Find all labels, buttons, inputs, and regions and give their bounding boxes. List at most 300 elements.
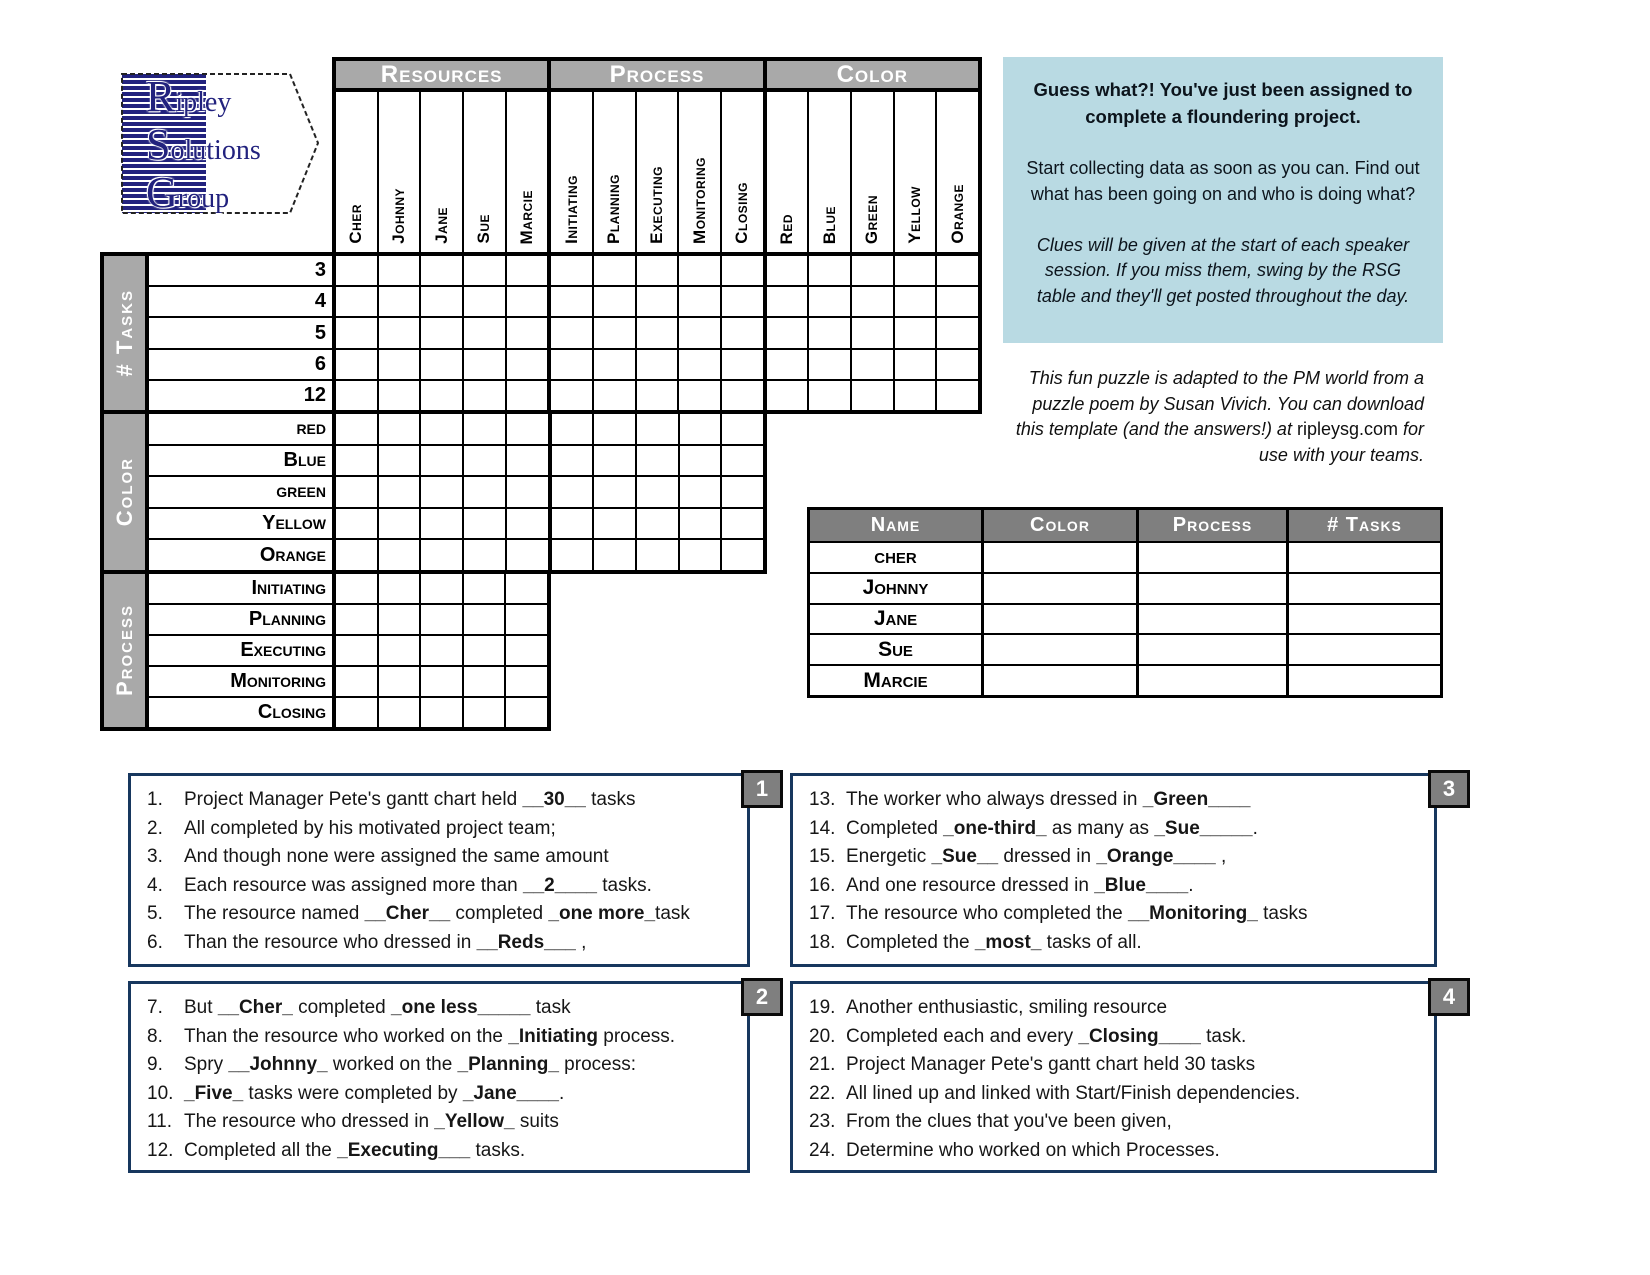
puzzle-cell[interactable] bbox=[505, 446, 548, 476]
puzzle-cell[interactable] bbox=[504, 698, 547, 727]
puzzle-cell[interactable] bbox=[377, 414, 420, 444]
grid-cell-row bbox=[336, 316, 978, 347]
clue-line bbox=[147, 1108, 735, 1137]
puzzle-cell[interactable] bbox=[893, 381, 936, 410]
grid-cells bbox=[336, 414, 763, 570]
clue-text: Another enthusiastic, smiling resource bbox=[846, 997, 1168, 1018]
puzzle-cell[interactable] bbox=[462, 698, 505, 727]
puzzle-cell[interactable] bbox=[419, 509, 462, 539]
puzzle-cell[interactable] bbox=[720, 256, 763, 285]
puzzle-cell[interactable] bbox=[462, 318, 505, 347]
answer-cell[interactable] bbox=[981, 543, 1136, 572]
clue-box-4 bbox=[790, 981, 1456, 1173]
column-label-group bbox=[763, 92, 978, 252]
puzzle-cell[interactable] bbox=[336, 698, 377, 727]
grid-cell-group bbox=[763, 350, 978, 379]
puzzle-cell[interactable] bbox=[505, 256, 548, 285]
clue-number: 5. bbox=[147, 903, 163, 925]
grid-cell-group bbox=[336, 287, 547, 316]
grid-cell-row bbox=[336, 414, 763, 444]
puzzle-cell[interactable] bbox=[462, 667, 505, 696]
puzzle-cell[interactable] bbox=[336, 636, 377, 665]
grid-cell-row bbox=[336, 507, 763, 539]
puzzle-cell[interactable] bbox=[336, 667, 377, 696]
puzzle-cell[interactable] bbox=[720, 414, 763, 444]
puzzle-cell[interactable] bbox=[551, 350, 592, 379]
column-label: Marcie bbox=[517, 189, 537, 244]
clue-line bbox=[147, 1051, 735, 1080]
grid-cell-group bbox=[548, 509, 764, 539]
column-label: Red bbox=[776, 213, 796, 244]
puzzle-cell[interactable] bbox=[850, 287, 893, 316]
puzzle-cell[interactable] bbox=[678, 414, 721, 444]
grid-cell-row bbox=[336, 285, 978, 316]
answer-name-cell: Marcie bbox=[863, 668, 928, 692]
column-label: Planning bbox=[604, 173, 624, 244]
logo-rest: roup bbox=[177, 183, 230, 214]
grid-cell-group bbox=[763, 381, 978, 410]
puzzle-cell[interactable] bbox=[935, 318, 978, 347]
column-label-cell bbox=[767, 92, 808, 252]
answer-cell[interactable] bbox=[1136, 543, 1286, 572]
row-group-label: Process bbox=[111, 604, 137, 697]
logo-line bbox=[146, 168, 261, 220]
clue-text: Project Manager Pete's gantt chart held 30 tasks bbox=[846, 1054, 1256, 1076]
puzzle-cell[interactable] bbox=[505, 414, 548, 444]
column-label-cell bbox=[807, 92, 850, 252]
puzzle-cell[interactable] bbox=[505, 381, 548, 410]
puzzle-cell[interactable] bbox=[505, 540, 548, 570]
answer-cell[interactable] bbox=[1136, 666, 1286, 695]
puzzle-cell[interactable] bbox=[850, 350, 893, 379]
puzzle-cell[interactable] bbox=[336, 540, 377, 570]
credit-site-link[interactable]: ripleysg.com bbox=[1296, 419, 1398, 440]
grid-cell-group bbox=[547, 381, 762, 410]
column-label: Yellow bbox=[905, 186, 924, 244]
callout-note: Clues will be given at the start of each speaker session. If you miss them, swing by the RSG table and they'll get posted throughout the day. bbox=[1036, 234, 1410, 306]
puzzle-cell[interactable] bbox=[635, 446, 678, 476]
puzzle-cell[interactable] bbox=[505, 318, 548, 347]
answer-cell[interactable] bbox=[1286, 574, 1440, 603]
puzzle-cell[interactable] bbox=[462, 414, 505, 444]
puzzle-cell[interactable] bbox=[505, 350, 548, 379]
answer-table-row bbox=[810, 664, 1440, 695]
grid-cell-row bbox=[336, 634, 547, 665]
grid-cell-group bbox=[548, 477, 764, 507]
puzzle-cell[interactable] bbox=[419, 256, 462, 285]
puzzle-cell[interactable] bbox=[807, 350, 850, 379]
clue-line bbox=[809, 994, 1422, 1023]
puzzle-cell[interactable] bbox=[893, 256, 936, 285]
logo-text bbox=[146, 72, 261, 220]
logo-rest: ipley bbox=[175, 87, 232, 118]
grid-cell-group bbox=[336, 350, 547, 379]
puzzle-cell[interactable] bbox=[336, 509, 377, 539]
column-label-cell bbox=[336, 92, 377, 252]
puzzle-cell[interactable] bbox=[592, 381, 635, 410]
puzzle-cell[interactable] bbox=[592, 477, 635, 507]
puzzle-cell[interactable] bbox=[551, 381, 592, 410]
puzzle-cell[interactable] bbox=[419, 477, 462, 507]
column-label-cell bbox=[377, 92, 420, 252]
row-label: Monitoring bbox=[149, 665, 332, 696]
row-group-sidebar bbox=[104, 256, 149, 410]
clue-text: Completed each and every _Closing____ task. bbox=[846, 1025, 1247, 1047]
puzzle-cell[interactable] bbox=[462, 574, 505, 603]
grid-cells bbox=[336, 574, 547, 727]
puzzle-cell[interactable] bbox=[767, 350, 808, 379]
row-label: 12 bbox=[149, 379, 332, 410]
puzzle-cell[interactable] bbox=[505, 287, 548, 316]
answer-cell[interactable] bbox=[981, 574, 1136, 603]
puzzle-cell[interactable] bbox=[336, 256, 377, 285]
puzzle-cell[interactable] bbox=[462, 509, 505, 539]
puzzle-cell[interactable] bbox=[419, 636, 462, 665]
column-label-cell bbox=[592, 92, 635, 252]
puzzle-cell[interactable] bbox=[336, 446, 377, 476]
puzzle-cell[interactable] bbox=[551, 318, 592, 347]
column-label-cell bbox=[505, 92, 548, 252]
answer-cell[interactable] bbox=[1136, 605, 1286, 634]
puzzle-cell[interactable] bbox=[635, 540, 678, 570]
puzzle-cell[interactable] bbox=[552, 540, 593, 570]
puzzle-cell[interactable] bbox=[635, 381, 678, 410]
clue-line bbox=[809, 1137, 1422, 1166]
puzzle-cell[interactable] bbox=[720, 446, 763, 476]
answer-cell[interactable] bbox=[1286, 635, 1440, 664]
puzzle-cell[interactable] bbox=[635, 414, 678, 444]
column-label-cell bbox=[419, 92, 462, 252]
clue-text: _Five_ tasks were completed by _Jane____. bbox=[184, 1082, 565, 1104]
answer-cell[interactable] bbox=[1136, 574, 1286, 603]
column-label: Monitoring bbox=[689, 157, 709, 244]
puzzle-cell[interactable] bbox=[677, 381, 720, 410]
company-logo bbox=[120, 72, 320, 215]
puzzle-cell[interactable] bbox=[336, 477, 377, 507]
column-label: Sue bbox=[474, 214, 494, 244]
puzzle-cell[interactable] bbox=[592, 446, 635, 476]
puzzle-cell[interactable] bbox=[552, 477, 593, 507]
puzzle-cell[interactable] bbox=[551, 256, 592, 285]
grid-cell-row bbox=[336, 665, 547, 696]
column-label: Blue bbox=[819, 205, 839, 244]
grid-cell-group bbox=[336, 605, 547, 634]
grid-cell-group bbox=[336, 509, 548, 539]
clue-line bbox=[809, 929, 1422, 958]
puzzle-cell[interactable] bbox=[505, 477, 548, 507]
clue-box-1 bbox=[128, 773, 769, 967]
column-label: Orange bbox=[947, 184, 967, 244]
puzzle-cell[interactable] bbox=[635, 287, 678, 316]
puzzle-cell[interactable] bbox=[678, 509, 721, 539]
puzzle-cell[interactable] bbox=[377, 540, 420, 570]
grid-cell-group bbox=[336, 446, 548, 476]
puzzle-cell[interactable] bbox=[504, 605, 547, 634]
puzzle-cell[interactable] bbox=[462, 605, 505, 634]
puzzle-cell[interactable] bbox=[377, 698, 420, 727]
puzzle-cell[interactable] bbox=[677, 318, 720, 347]
row-label: Planning bbox=[149, 603, 332, 634]
grid-cell-row bbox=[336, 256, 978, 285]
puzzle-cell[interactable] bbox=[377, 256, 420, 285]
answer-cell[interactable] bbox=[981, 666, 1136, 695]
credit-tail: for use with your teams. bbox=[1258, 419, 1424, 465]
answer-cell[interactable] bbox=[981, 635, 1136, 664]
puzzle-cell[interactable] bbox=[419, 605, 462, 634]
puzzle-cell[interactable] bbox=[377, 287, 420, 316]
clue-line bbox=[147, 994, 735, 1023]
grid-cell-group bbox=[336, 667, 547, 696]
puzzle-cell[interactable] bbox=[767, 381, 808, 410]
answer-table bbox=[807, 507, 1443, 698]
column-label: Cher bbox=[346, 204, 366, 244]
puzzle-cell[interactable] bbox=[635, 509, 678, 539]
puzzle-cell[interactable] bbox=[552, 414, 593, 444]
clue-number: 10. bbox=[147, 1082, 174, 1104]
clue-number: 1. bbox=[147, 789, 163, 810]
puzzle-cell[interactable] bbox=[336, 574, 377, 603]
puzzle-cell[interactable] bbox=[807, 287, 850, 316]
grid-cell-group bbox=[763, 256, 978, 285]
grid-cell-row bbox=[336, 603, 547, 634]
answer-table-header bbox=[810, 510, 1440, 541]
puzzle-cell[interactable] bbox=[807, 256, 850, 285]
grid-cell-group bbox=[336, 381, 547, 410]
puzzle-cell[interactable] bbox=[419, 446, 462, 476]
answer-cell[interactable] bbox=[981, 605, 1136, 634]
clue-line bbox=[809, 843, 1422, 872]
puzzle-cell[interactable] bbox=[377, 381, 420, 410]
puzzle-cell[interactable] bbox=[592, 509, 635, 539]
puzzle-cell[interactable] bbox=[377, 318, 420, 347]
puzzle-cell[interactable] bbox=[552, 446, 593, 476]
puzzle-cell[interactable] bbox=[462, 350, 505, 379]
clue-number: 19. bbox=[809, 997, 836, 1018]
column-label-cell bbox=[677, 92, 720, 252]
clue-text: Each resource was assigned more than __2____ tasks. bbox=[184, 874, 652, 896]
puzzle-cell[interactable] bbox=[935, 256, 978, 285]
puzzle-cell[interactable] bbox=[635, 318, 678, 347]
puzzle-cell[interactable] bbox=[504, 574, 547, 603]
grid-column-group-headers bbox=[332, 57, 982, 92]
puzzle-cell[interactable] bbox=[419, 698, 462, 727]
credit-text bbox=[1000, 366, 1424, 468]
puzzle-cell[interactable] bbox=[677, 287, 720, 316]
puzzle-cell[interactable] bbox=[336, 318, 377, 347]
puzzle-cell[interactable] bbox=[377, 667, 420, 696]
puzzle-cell[interactable] bbox=[720, 509, 763, 539]
puzzle-cell[interactable] bbox=[850, 381, 893, 410]
puzzle-cell[interactable] bbox=[377, 509, 420, 539]
logo-initial: G bbox=[146, 168, 178, 217]
clue-line bbox=[147, 872, 735, 901]
puzzle-cell[interactable] bbox=[850, 318, 893, 347]
clue-number: 12. bbox=[147, 1139, 174, 1161]
puzzle-cell[interactable] bbox=[893, 318, 936, 347]
answer-cell[interactable] bbox=[1286, 605, 1440, 634]
puzzle-cell[interactable] bbox=[935, 381, 978, 410]
column-group-header: Resources bbox=[380, 60, 503, 88]
clue-box-number-badge: 3 bbox=[1428, 770, 1470, 808]
clue-line bbox=[147, 1023, 735, 1052]
puzzle-cell[interactable] bbox=[462, 636, 505, 665]
grid-column-labels bbox=[332, 88, 982, 256]
column-label-cell bbox=[720, 92, 763, 252]
puzzle-cell[interactable] bbox=[377, 574, 420, 603]
column-label-cell bbox=[551, 92, 592, 252]
clue-text: The resource named __Cher__ completed _one more_task bbox=[184, 903, 690, 925]
puzzle-cell[interactable] bbox=[592, 350, 635, 379]
puzzle-cell[interactable] bbox=[505, 509, 548, 539]
clue-number: 20. bbox=[809, 1025, 836, 1047]
callout-box bbox=[1003, 57, 1443, 343]
puzzle-cell[interactable] bbox=[677, 350, 720, 379]
clue-text: Than the resource who dressed in __Reds___ , bbox=[184, 931, 587, 953]
puzzle-cell[interactable] bbox=[677, 256, 720, 285]
grid-band-tasks bbox=[100, 252, 982, 414]
clue-line bbox=[809, 786, 1422, 815]
puzzle-cell[interactable] bbox=[462, 477, 505, 507]
grid-cell-group bbox=[547, 350, 762, 379]
puzzle-cell[interactable] bbox=[807, 381, 850, 410]
puzzle-cell[interactable] bbox=[551, 287, 592, 316]
row-group-sidebar bbox=[104, 574, 149, 727]
puzzle-cell[interactable] bbox=[893, 350, 936, 379]
clue-line bbox=[147, 900, 735, 929]
puzzle-cell[interactable] bbox=[807, 318, 850, 347]
puzzle-cell[interactable] bbox=[678, 540, 721, 570]
puzzle-cell[interactable] bbox=[720, 477, 763, 507]
puzzle-cell[interactable] bbox=[462, 256, 505, 285]
clue-number: 18. bbox=[809, 931, 836, 953]
answer-cell[interactable] bbox=[1286, 666, 1440, 695]
row-labels bbox=[149, 256, 336, 410]
puzzle-cell[interactable] bbox=[462, 381, 505, 410]
puzzle-cell[interactable] bbox=[462, 446, 505, 476]
row-group-sidebar bbox=[104, 414, 149, 570]
clue-box-number-badge: 2 bbox=[741, 978, 783, 1016]
puzzle-cell[interactable] bbox=[720, 287, 763, 316]
puzzle-cell[interactable] bbox=[419, 574, 462, 603]
grid-band-process bbox=[100, 570, 551, 731]
answer-table-header-cell: Process bbox=[1136, 510, 1286, 541]
puzzle-cell[interactable] bbox=[419, 540, 462, 570]
puzzle-cell[interactable] bbox=[767, 287, 808, 316]
puzzle-cell[interactable] bbox=[592, 540, 635, 570]
puzzle-cell[interactable] bbox=[504, 636, 547, 665]
clue-text: But __Cher_ completed _one less_____ task bbox=[184, 997, 571, 1018]
row-labels bbox=[149, 414, 336, 570]
puzzle-cell[interactable] bbox=[336, 287, 377, 316]
clue-number: 6. bbox=[147, 931, 163, 953]
puzzle-cell[interactable] bbox=[720, 381, 763, 410]
answer-cell[interactable] bbox=[1286, 543, 1440, 572]
grid-cell-group bbox=[547, 256, 762, 285]
row-label: Executing bbox=[149, 634, 332, 665]
clue-number: 4. bbox=[147, 874, 163, 896]
column-label-cell bbox=[935, 92, 978, 252]
puzzle-cell[interactable] bbox=[377, 446, 420, 476]
puzzle-cell[interactable] bbox=[592, 256, 635, 285]
clue-number: 11. bbox=[147, 1111, 173, 1133]
puzzle-cell[interactable] bbox=[935, 350, 978, 379]
clue-line bbox=[809, 1023, 1422, 1052]
puzzle-cell[interactable] bbox=[377, 605, 420, 634]
puzzle-cell[interactable] bbox=[377, 477, 420, 507]
answer-table-row bbox=[810, 541, 1440, 572]
puzzle-cell[interactable] bbox=[336, 605, 377, 634]
puzzle-cell[interactable] bbox=[377, 636, 420, 665]
credit-pre: This fun puzzle is adapted to the PM world from a puzzle poem by Susan Vivich. You can download this template (and the answers!) at bbox=[1015, 368, 1424, 440]
answer-table-row bbox=[810, 603, 1440, 634]
clue-line bbox=[809, 900, 1422, 929]
clue-number: 22. bbox=[809, 1082, 836, 1104]
puzzle-cell[interactable] bbox=[592, 414, 635, 444]
puzzle-cell[interactable] bbox=[419, 667, 462, 696]
clue-text: Project Manager Pete's gantt chart held __30__ tasks bbox=[184, 789, 636, 810]
puzzle-cell[interactable] bbox=[635, 350, 678, 379]
puzzle-cell[interactable] bbox=[504, 667, 547, 696]
puzzle-cell[interactable] bbox=[592, 287, 635, 316]
puzzle-cell[interactable] bbox=[767, 256, 808, 285]
clue-text: And one resource dressed in _Blue____. bbox=[846, 874, 1194, 896]
puzzle-cell[interactable] bbox=[336, 381, 377, 410]
puzzle-cell[interactable] bbox=[419, 414, 462, 444]
grid-cell-group bbox=[336, 698, 547, 727]
answer-table-row bbox=[810, 633, 1440, 664]
answer-name-cell: Johnny bbox=[862, 576, 929, 600]
puzzle-cell[interactable] bbox=[462, 287, 505, 316]
logo-rest: olutions bbox=[170, 135, 261, 166]
puzzle-cell[interactable] bbox=[419, 381, 462, 410]
column-group-header: Process bbox=[547, 61, 762, 88]
puzzle-cell[interactable] bbox=[336, 414, 377, 444]
clue-number: 2. bbox=[147, 817, 163, 839]
puzzle-cell[interactable] bbox=[935, 287, 978, 316]
row-label: 4 bbox=[149, 285, 332, 316]
puzzle-cell[interactable] bbox=[850, 256, 893, 285]
column-label: Initiating bbox=[561, 175, 581, 244]
puzzle-cell[interactable] bbox=[419, 287, 462, 316]
puzzle-cell[interactable] bbox=[552, 509, 593, 539]
puzzle-cell[interactable] bbox=[893, 287, 936, 316]
puzzle-cell[interactable] bbox=[720, 350, 763, 379]
row-label: green bbox=[149, 475, 332, 507]
puzzle-cell[interactable] bbox=[462, 540, 505, 570]
puzzle-cell[interactable] bbox=[419, 318, 462, 347]
puzzle-cell[interactable] bbox=[635, 256, 678, 285]
column-label: Green bbox=[862, 194, 882, 244]
grid-cell-group bbox=[548, 446, 764, 476]
puzzle-cell[interactable] bbox=[592, 318, 635, 347]
puzzle-cell[interactable] bbox=[336, 350, 377, 379]
clue-text: From the clues that you've been given, bbox=[846, 1111, 1172, 1133]
puzzle-cell[interactable] bbox=[419, 350, 462, 379]
puzzle-cell[interactable] bbox=[678, 477, 721, 507]
puzzle-cell[interactable] bbox=[767, 318, 808, 347]
puzzle-cell[interactable] bbox=[377, 350, 420, 379]
answer-cell[interactable] bbox=[1136, 635, 1286, 664]
puzzle-cell[interactable] bbox=[720, 540, 763, 570]
puzzle-cell[interactable] bbox=[635, 477, 678, 507]
clue-line bbox=[147, 843, 735, 872]
grid-cell-row bbox=[336, 574, 547, 603]
answer-name-cell: cher bbox=[874, 545, 917, 569]
grid-cell-group bbox=[763, 318, 978, 347]
puzzle-cell[interactable] bbox=[678, 446, 721, 476]
clue-text: Completed _one-third_ as many as _Sue_____. bbox=[846, 817, 1258, 839]
puzzle-cell[interactable] bbox=[720, 318, 763, 347]
